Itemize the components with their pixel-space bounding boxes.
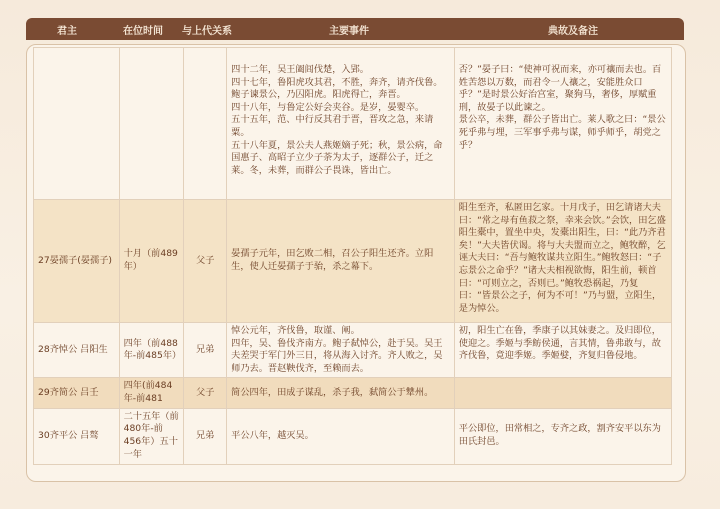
- header-reign: 在位时间: [123, 25, 163, 37]
- cell-notes: 否？”晏子曰：“使神可祝而来，亦可禳而去也。百姓苦怨以万数，而君令一人禳之，安能胜众口乎？”是时景公好治宫室，聚狗马，奢侈，厚赋重刑，故晏子以此谏之。 景公卒，未葬，群公子皆出亡。莱人歌之曰：“景公死乎弗与埋，三军事乎弗与谋，师乎师乎，胡党之乎？: [454, 48, 671, 200]
- cell-events: 晏孺子元年，田乞败二相，召公子阳生还齐。立阳生，使人迁晏孺子于骀，杀之幕下。: [227, 200, 455, 323]
- header-ruler: 君主: [57, 25, 77, 37]
- table-header: [26, 18, 684, 40]
- cell-notes: 阳生至齐，私匿田乞家。十月戊子，田乞请诸大夫曰：“常之母有鱼菽之祭，幸来会饮。”会饮，田乞盛阳生橐中，置坐中央，发橐出阳生，曰：“此乃齐君矣！”大夫皆伏谒。将与大夫盟而立之，鲍牧醉，乞诬大夫曰：“吾与鲍牧谋共立阳生。”鲍牧怒曰：“子忘景公之命乎？”诸大夫相视欲悔，阳生前，顿首曰：“可则立之，否则已。”鲍牧恐祸起，乃复曰：“皆景公之子，何为不可！”乃与盟，立阳生，是为悼公。: [454, 200, 671, 323]
- cell-relation: 兄弟: [184, 408, 227, 464]
- cell-ruler: 30齐平公 吕骜: [34, 408, 120, 464]
- cell-ruler: 29齐简公 吕壬: [34, 378, 120, 408]
- cell-events: 简公四年，田成子谋乱，杀子我，弑简公于犨州。: [227, 378, 455, 408]
- cell-relation: 父子: [184, 378, 227, 408]
- cell-ruler: 28齐悼公 吕阳生: [34, 323, 120, 378]
- cell-notes: 平公即位，田常相之，专齐之政，割齐安平以东为田氏封邑。: [454, 408, 671, 464]
- cell-notes: [454, 378, 671, 408]
- cell-events: 悼公元年，齐伐鲁，取谨、阐。 四年，吴、鲁伐齐南方。鲍子弑悼公，赴于吴。吴王夫差哭于军门外三日，将从海入讨齐。齐人败之，吴师乃去。晋赵鞅伐齐，至赖而去。: [227, 323, 455, 378]
- header-notes: 典故及备注: [548, 25, 598, 37]
- table-row: [34, 378, 672, 408]
- table-row: [34, 48, 672, 200]
- cell-events: 四十二年，吴王阖闾伐楚，入郢。 四十七年，鲁阳虎攻其君，不胜，奔齐，请齐伐鲁。鲍子谏景公，乃囚阳虎。阳虎得亡，奔晋。 四十八年，与鲁定公好会夹谷。是岁，晏婴卒。 五十五年，范、中行反其君于晋，晋攻之急，来请粟。 五十八年夏，景公夫人燕姬嫡子死；秋，景公病，命国惠子、高昭子立少子荼为太子，逐群公子，迁之莱。冬，未葬，而群公子畏诛，皆出亡。: [227, 48, 455, 200]
- table-row: [34, 200, 672, 323]
- table-row: [34, 323, 672, 378]
- cell-reign: 十月（前489年）: [119, 200, 184, 323]
- cell-reign: [119, 48, 184, 200]
- cell-events: 平公八年，越灭吴。: [227, 408, 455, 464]
- header-relation: 与上代关系: [182, 25, 232, 37]
- cell-reign: 四年（前488年-前485年）: [119, 323, 184, 378]
- cell-relation: [184, 48, 227, 200]
- header-events: 主要事件: [329, 25, 369, 37]
- table-row: [34, 408, 672, 464]
- rulers-table: [33, 47, 672, 465]
- cell-notes: 初，阳生亡在鲁，季康子以其妹妻之。及归即位，使迎之。季姬与季鲂侯通，言其情，鲁弗敢与，故齐伐鲁，竟迎季姬。季姬嬖，齐复归鲁侵地。: [454, 323, 671, 378]
- cell-ruler: [34, 48, 120, 200]
- cell-ruler: 27晏孺子(晏孺子): [34, 200, 120, 323]
- cell-reign: 四年(前484年-前481: [119, 378, 184, 408]
- cell-relation: 父子: [184, 200, 227, 323]
- cell-reign: 二十五年（前480年-前456年）五十一年: [119, 408, 184, 464]
- cell-relation: 兄弟: [184, 323, 227, 378]
